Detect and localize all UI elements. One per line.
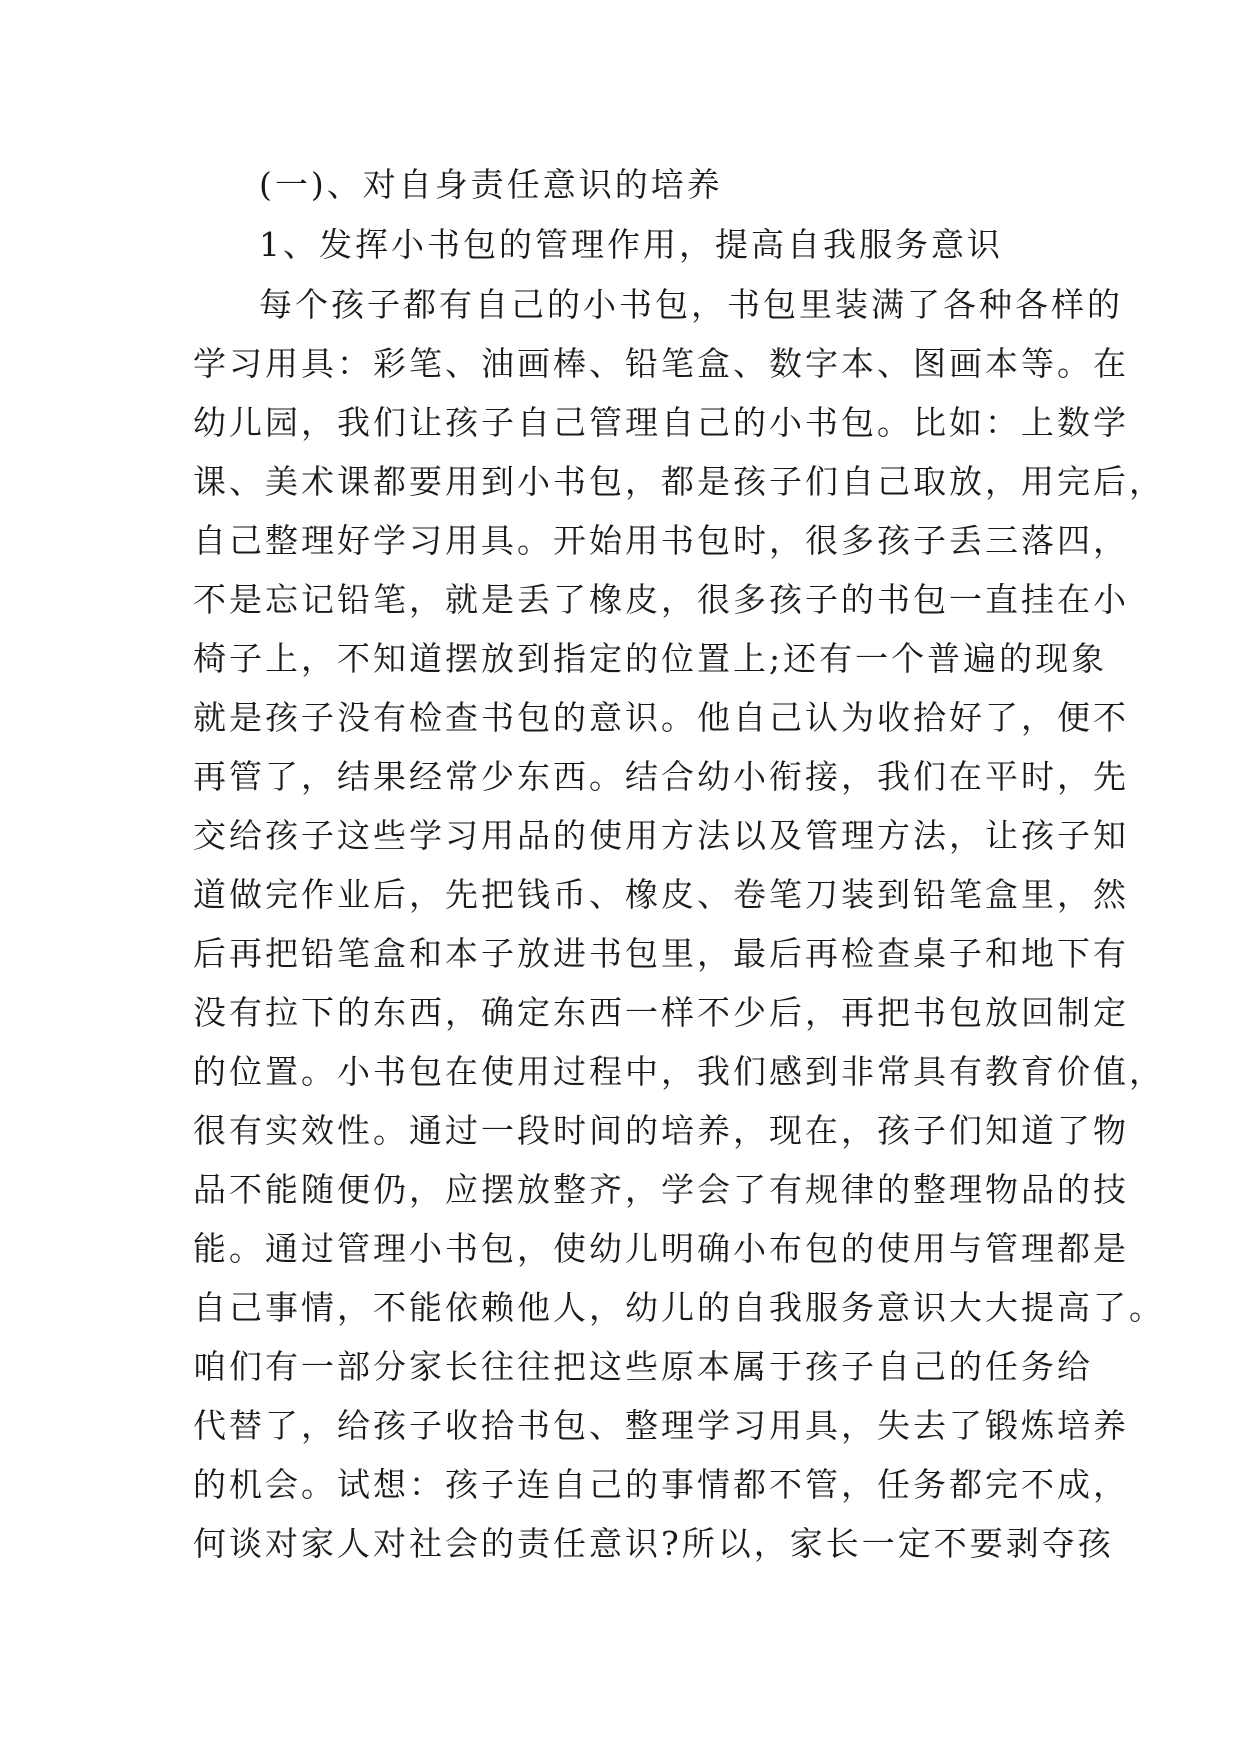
paragraph-line: 很有实效性。通过一段时间的培养，现在，孩子们知道了物 — [193, 1111, 1129, 1150]
paragraph-line: 学习用具：彩笔、油画棒、铅笔盒、数字本、图画本等。在 — [193, 344, 1129, 383]
paragraph — [193, 275, 1165, 1573]
body-text — [193, 155, 1165, 1573]
paragraph-line: 的位置。小书包在使用过程中，我们感到非常具有教育价值， — [193, 1052, 1165, 1091]
paragraph-line: 咱们有一部分家长往往把这些原本属于孩子自己的任务给 — [193, 1347, 1093, 1386]
paragraph-line: 交给孩子这些学习用品的使用方法以及管理方法，让孩子知 — [193, 816, 1129, 855]
paragraph-line: 没有拉下的东西，确定东西一样不少后，再把书包放回制定 — [193, 993, 1129, 1032]
paragraph-line: 自己整理好学习用具。开始用书包时，很多孩子丢三落四， — [193, 521, 1129, 560]
paragraph-line: 何谈对家人对社会的责任意识?所以，家长一定不要剥夺孩 — [193, 1524, 1114, 1563]
paragraph-line: 道做完作业后，先把钱币、橡皮、卷笔刀装到铅笔盒里，然 — [193, 875, 1129, 914]
paragraph-line: 课、美术课都要用到小书包，都是孩子们自己取放，用完后， — [193, 462, 1165, 501]
section-heading: (一)、对自身责任意识的培养 — [259, 165, 723, 204]
paragraph-line: 幼儿园，我们让孩子自己管理自己的小书包。比如：上数学 — [193, 403, 1129, 442]
subsection-heading: 1、发挥小书包的管理作用，提高自我服务意识 — [259, 225, 1003, 264]
paragraph-line: 品不能随便仍，应摆放整齐，学会了有规律的整理物品的技 — [193, 1170, 1129, 1209]
paragraph-line: 自己事情，不能依赖他人，幼儿的自我服务意识大大提高了。 — [193, 1288, 1165, 1327]
paragraph-line: 就是孩子没有检查书包的意识。他自己认为收拾好了，便不 — [193, 698, 1129, 737]
paragraph-line: 能。通过管理小书包，使幼儿明确小布包的使用与管理都是 — [193, 1229, 1129, 1268]
paragraph-line: 每个孩子都有自己的小书包，书包里装满了各种各样的 — [259, 285, 1123, 324]
paragraph-line: 椅子上，不知道摆放到指定的位置上;还有一个普遍的现象 — [193, 639, 1108, 678]
paragraph-line: 不是忘记铅笔，就是丢了橡皮，很多孩子的书包一直挂在小 — [193, 580, 1129, 619]
paragraph-line: 再管了，结果经常少东西。结合幼小衔接，我们在平时，先 — [193, 757, 1129, 796]
paragraph-line: 后再把铅笔盒和本子放进书包里，最后再检查桌子和地下有 — [193, 934, 1129, 973]
paragraph-line: 的机会。试想：孩子连自己的事情都不管，任务都完不成， — [193, 1465, 1129, 1504]
paragraph-line: 代替了，给孩子收拾书包、整理学习用具，失去了锻炼培养 — [193, 1406, 1129, 1445]
